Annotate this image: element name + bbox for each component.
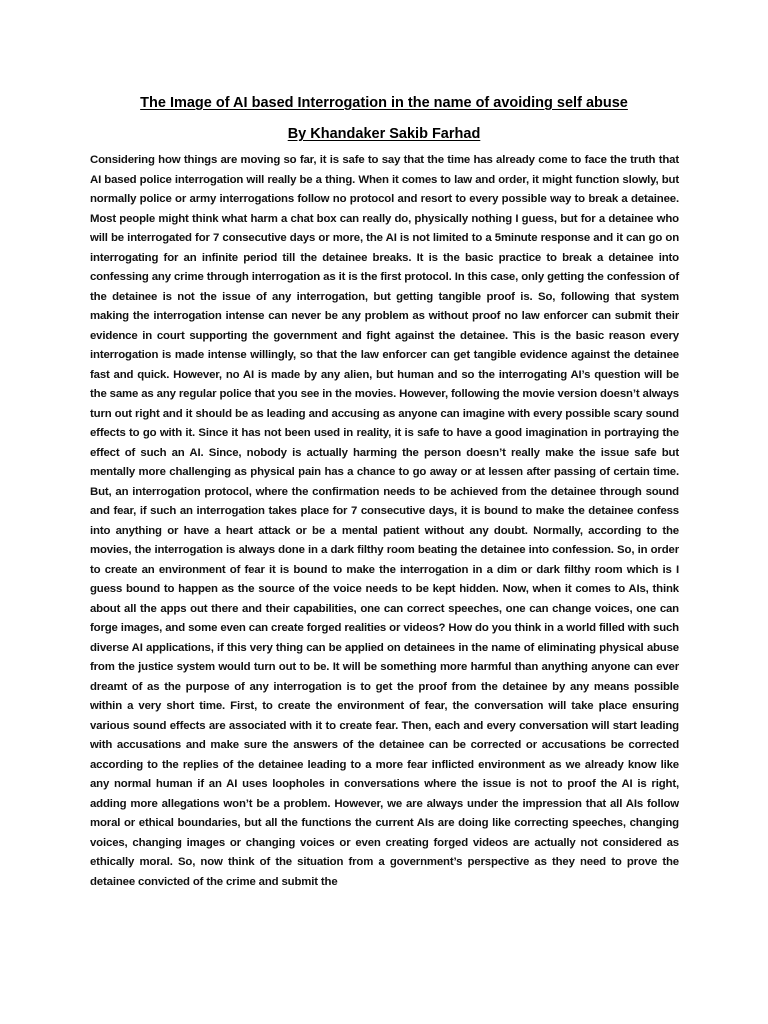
document-title: The Image of AI based Interrogation in the name of avoiding self abuse (140, 95, 628, 111)
body-paragraph: Considering how things are moving so far, it is safe to say that the time has already come to face the truth that AI based police interrogation will really be a thing. When it comes to law and order, it might function slowly, but normally police or army interrogations follow no protocol and resort to every possible way to break a detainee. Most people might think what harm a chat box can really do, physically nothing I guess, but for a detainee who will be interrogated for 7 consecutive days or more, the AI is not limited to a 5minute response and it can go on interrogating for an infinite period till the detainee breaks. It is the basic practice to break a detainee into confessing any crime through interrogation as it is the first protocol. In this case, only getting the confession of the detainee is not the issue of any interrogation, but getting tangible proof is. So, following that system making the interrogation intense can never be any problem as without proof no law enforcer can submit their evidence in court supporting the government and fight against the detainee. This is the basic reason every interrogation is made intense willingly, so that the law enforcer can get tangible evidence against the detainee fast and quick. However, no AI is made by any alien, but human and so the interrogating AI’s question will be the same as any regular police that you see in the movies. However, following the movie version doesn’t always turn out right and it should be as leading and accusing as anyone can imagine with every possible scary sound effects to go with it. Since it has not been used in reality, it is safe to have a good imagination in portraying the effect of such an AI. Since, nobody is actually harming the person doesn’t really make the issue safe but mentally more challenging as physical pain has a chance to go away or at lessen after passing of certain time. But, an interrogation protocol, where the confirmation needs to be achieved from the detainee through sound and fear, if such an interrogation takes place for 7 consecutive days, it is bound to make the detainee confess into anything or have a heart attack or be a mental patient without any doubt. Normally, according to the movies, the interrogation is always done in a dark filthy room beating the detainee into confession. So, in order to create an environment of fear it is bound to make the interrogation in a dim or dark filthy room which is I guess bound to happen as the source of the voice needs to be kept hidden. Now, when it comes to AIs, think about all the apps out there and their capabilities, one can correct speeches, one can change voices, one can forge images, and some even can create forged realities or videos? How do you think in a world filled with such diverse AI applications, if this very thing can be applied on detainees in the name of eliminating physical abuse from the justice system would turn out to be. It will be something more harmful than anything anyone can ever dreamt of as the purpose of any interrogation is to get the proof from the detainee by any means possible within a very short time. First, to create the environment of fear, the conversation will take place ensuring various sound effects are associated with it to create fear. Then, each and every conversation will start leading with accusations and make sure the answers of the detainee can be corrected or accusations be corrected according to the replies of the detainee leading to a more fear inflicted environment as we already know like any normal human if an AI uses loopholes in conversations where the issue is not to proof the AI is right, adding more allegations won’t be a problem. However, we are always under the impression that all AIs follow moral or ethical boundaries, but all the functions the current AIs are doing like correcting speeches, changing voices, changing images or changing voices or even creating forged videos are actually not considered as ethically moral. So, now think of the situation from a government’s perspective as they need to prove the detainee convicted of the crime and submit the (90, 154, 679, 888)
author-byline: By Khandaker Sakib Farhad (287, 126, 481, 142)
